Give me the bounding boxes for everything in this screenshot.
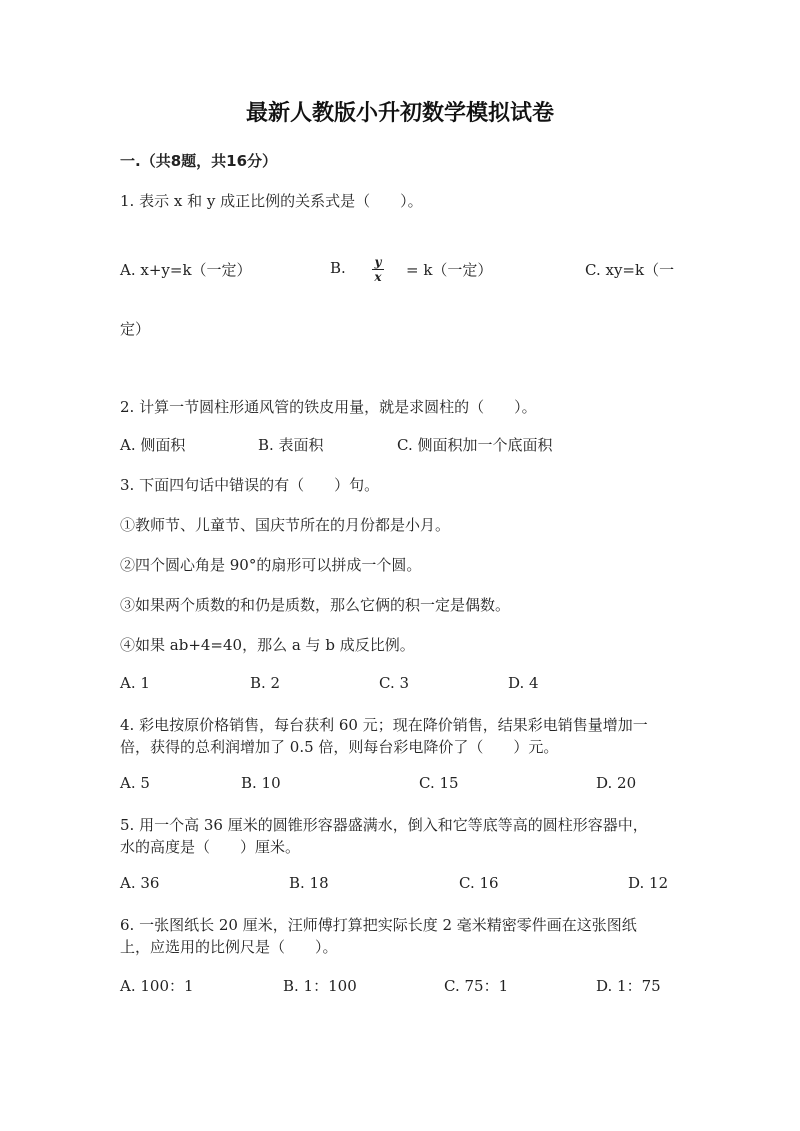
question-3-stem: 3. 下面四句话中错误的有（ ）句。 (120, 476, 380, 494)
question-5-stem-line-2: 水的高度是（ ）厘米。 (120, 838, 301, 856)
question-6-stem-line-2: 上，应选用的比例尺是（ ）。 (120, 938, 338, 956)
question-1-option-b-rest: = k（一定） (406, 261, 493, 279)
question-2-option-a: A. 侧面积 (120, 436, 186, 454)
question-2-stem: 2. 计算一节圆柱形通风管的铁皮用量，就是求圆柱的（ ）。 (120, 398, 537, 416)
question-5-option-b: B. 18 (289, 874, 329, 892)
question-1-option-b-fraction (372, 256, 384, 283)
question-4-option-d: D. 20 (596, 774, 637, 792)
question-6-option-d: D. 1：75 (596, 977, 661, 995)
question-3-option-c: C. 3 (379, 674, 410, 692)
question-3-option-a: A. 1 (120, 674, 150, 692)
question-1-option-c: C. xy=k（一 (585, 261, 675, 279)
question-4-option-c: C. 15 (419, 774, 459, 792)
question-6-option-c: C. 75：1 (444, 977, 509, 995)
question-3-statement-1: ①教师节、儿童节、国庆节所在的月份都是小月。 (120, 516, 451, 534)
question-6-stem-line-1: 6. 一张图纸长 20 厘米，汪师傅打算把实际长度 2 毫米精密零件画在这张图纸 (120, 916, 637, 934)
question-1-option-a: A. x+y=k（一定） (120, 261, 252, 279)
question-3-option-d: D. 4 (508, 674, 539, 692)
page-title: 最新人教版小升初数学模拟试卷 (245, 101, 554, 126)
fraction-numerator: y (374, 255, 382, 269)
question-4-stem-line-2: 倍，获得的总利润增加了 0.5 倍，则每台彩电降价了（ ）元。 (120, 738, 559, 756)
question-3-option-b: B. 2 (250, 674, 281, 692)
question-5-option-a: A. 36 (120, 874, 160, 892)
question-3-statement-4: ④如果 ab+4=40，那么 a 与 b 成反比例。 (120, 636, 415, 654)
question-4-option-b: B. 10 (241, 774, 281, 792)
question-5-option-c: C. 16 (459, 874, 499, 892)
question-5-option-d: D. 12 (628, 874, 669, 892)
question-4-stem-line-1: 4. 彩电按原价格销售，每台获利 60 元；现在降价销售，结果彩电销售量增加一 (120, 716, 648, 734)
section-header: 一.（共8题，共16分） (120, 152, 278, 170)
question-4-option-a: A. 5 (120, 774, 150, 792)
question-6-option-a: A. 100：1 (120, 977, 194, 995)
question-6-option-b: B. 1：100 (283, 977, 357, 995)
fraction-denominator: x (374, 270, 382, 284)
question-5-stem-line-1: 5. 用一个高 36 厘米的圆锥形容器盛满水，倒入和它等底等高的圆柱形容器中， (120, 816, 648, 834)
question-2-option-b: B. 表面积 (258, 436, 324, 454)
question-2-option-c: C. 侧面积加一个底面积 (397, 436, 553, 454)
question-3-statement-3: ③如果两个质数的和仍是质数，那么它俩的积一定是偶数。 (120, 596, 511, 614)
question-3-statement-2: ②四个圆心角是 90°的扇形可以拼成一个圆。 (120, 556, 422, 574)
question-1-option-b-label: B. (330, 259, 346, 277)
question-1-option-c-continued: 定） (120, 320, 151, 338)
question-1-stem: 1. 表示 x 和 y 成正比例的关系式是（ ）。 (120, 192, 423, 210)
